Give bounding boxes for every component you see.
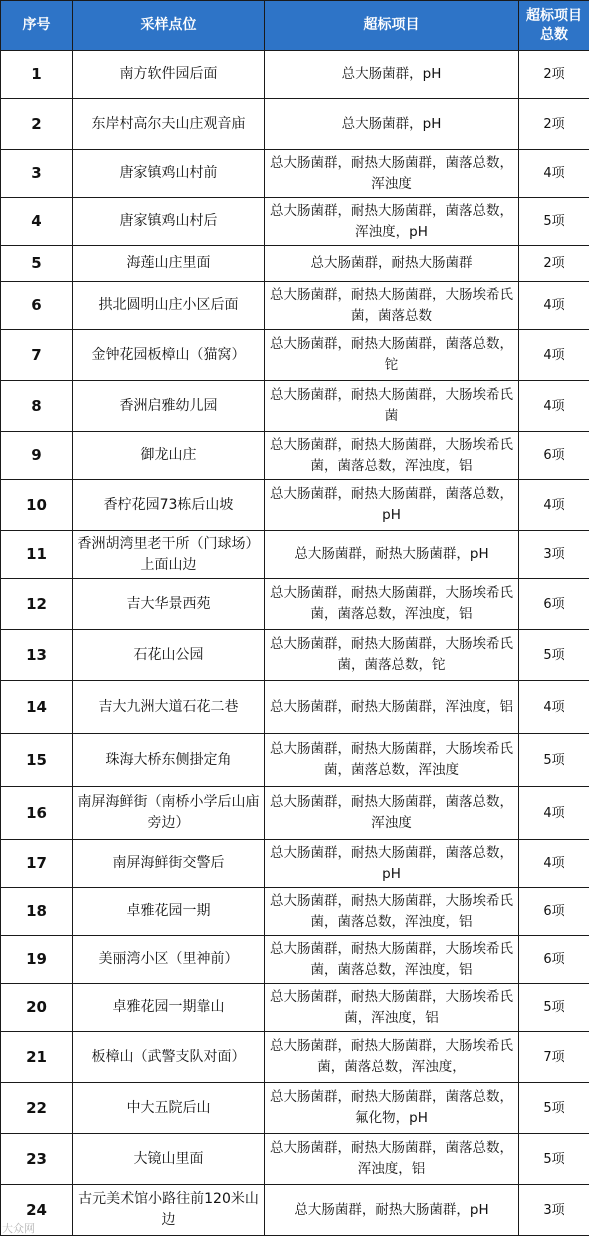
row-items: 总大肠菌群，耐热大肠菌群，大肠埃希氏菌，菌落总数，浑浊度: [265, 734, 519, 787]
row-total: 4项: [519, 150, 589, 198]
row-site: 海莲山庄里面: [73, 246, 265, 282]
row-items: 总大肠菌群，耐热大肠菌群，大肠埃希氏菌，菌落总数: [265, 282, 519, 330]
row-items: 总大肠菌群，耐热大肠菌群，浑浊度，铝: [265, 681, 519, 734]
row-site: 南屏海鲜街（南桥小学后山庙旁边）: [73, 787, 265, 840]
row-total: 5项: [519, 630, 589, 681]
row-number: 12: [1, 579, 73, 630]
row-items: 总大肠菌群，耐热大肠菌群，菌落总数，氟化物，pH: [265, 1083, 519, 1134]
table-row: [1, 246, 589, 282]
row-site: 珠海大桥东侧掛定角: [73, 734, 265, 787]
row-items: 总大肠菌群，耐热大肠菌群，大肠埃希氏菌，菌落总数，浑浊度，铝: [265, 888, 519, 936]
row-number: 19: [1, 936, 73, 984]
row-site: 香洲启雅幼儿园: [73, 381, 265, 432]
row-number: 17: [1, 840, 73, 888]
row-items: 总大肠菌群，耐热大肠菌群，菌落总数，pH: [265, 840, 519, 888]
row-items: 总大肠菌群，耐热大肠菌群，大肠埃希氏菌，菌落总数，浑浊度，: [265, 1032, 519, 1083]
row-site: 美丽湾小区（里神前）: [73, 936, 265, 984]
row-total: 4项: [519, 787, 589, 840]
row-number: 16: [1, 787, 73, 840]
row-total: 5项: [519, 734, 589, 787]
row-total: 4项: [519, 282, 589, 330]
row-number: 9: [1, 432, 73, 480]
table-row: [1, 99, 589, 150]
row-number: 13: [1, 630, 73, 681]
row-number: 1: [1, 51, 73, 99]
row-site: 中大五院后山: [73, 1083, 265, 1134]
table-row: [1, 681, 589, 734]
table-row: [1, 787, 589, 840]
table-row: [1, 480, 589, 531]
row-items: 总大肠菌群，耐热大肠菌群，菌落总数，铊: [265, 330, 519, 381]
row-site: 香洲胡湾里老干所（门球场）上面山边: [73, 531, 265, 579]
header-site: 采样点位: [73, 1, 265, 51]
row-items: 总大肠菌群，耐热大肠菌群，pH: [265, 1185, 519, 1236]
table-row: [1, 1032, 589, 1083]
row-total: 5项: [519, 1083, 589, 1134]
header-no: 序号: [1, 1, 73, 51]
table-row: [1, 936, 589, 984]
row-total: 2项: [519, 99, 589, 150]
watermark: 大众网: [2, 1222, 35, 1235]
row-total: 4项: [519, 381, 589, 432]
table-row: [1, 282, 589, 330]
row-site: 吉大九洲大道石花二巷: [73, 681, 265, 734]
table-row: [1, 51, 589, 99]
row-total: 6项: [519, 888, 589, 936]
row-items: 总大肠菌群，耐热大肠菌群，大肠埃希氏菌，菌落总数，浑浊度，铝: [265, 936, 519, 984]
row-site: 御龙山庄: [73, 432, 265, 480]
row-site: 南方软件园后面: [73, 51, 265, 99]
row-site: 东岸村高尔夫山庄观音庙: [73, 99, 265, 150]
row-number: 24: [1, 1185, 73, 1236]
row-total: 3项: [519, 1185, 589, 1236]
table-header-row: [1, 1, 589, 51]
row-total: 5项: [519, 198, 589, 246]
table-row: [1, 330, 589, 381]
row-items: 总大肠菌群，耐热大肠菌群，大肠埃希氏菌: [265, 381, 519, 432]
row-number: 2: [1, 99, 73, 150]
table-row: [1, 630, 589, 681]
row-number: 3: [1, 150, 73, 198]
table-row: [1, 840, 589, 888]
row-total: 4项: [519, 480, 589, 531]
row-total: 4项: [519, 681, 589, 734]
table-row: [1, 1185, 589, 1236]
row-site: 古元美术馆小路往前120米山边: [73, 1185, 265, 1236]
row-items: 总大肠菌群，耐热大肠菌群，大肠埃希氏菌，菌落总数，浑浊度，铝: [265, 579, 519, 630]
row-total: 7项: [519, 1032, 589, 1083]
header-total: 超标项目总数: [519, 1, 589, 51]
row-site: 卓雅花园一期靠山: [73, 984, 265, 1032]
row-site: 吉大华景西苑: [73, 579, 265, 630]
row-site: 唐家镇鸡山村后: [73, 198, 265, 246]
table-row: [1, 198, 589, 246]
row-total: 6项: [519, 936, 589, 984]
row-number: 20: [1, 984, 73, 1032]
table-row: [1, 984, 589, 1032]
header-items: 超标项目: [265, 1, 519, 51]
row-items: 总大肠菌群，耐热大肠菌群，菌落总数，浑浊度，铝: [265, 1134, 519, 1185]
table-row: [1, 1134, 589, 1185]
row-number: 21: [1, 1032, 73, 1083]
row-number: 23: [1, 1134, 73, 1185]
row-number: 8: [1, 381, 73, 432]
row-number: 7: [1, 330, 73, 381]
table-row: [1, 531, 589, 579]
row-site: 石花山公园: [73, 630, 265, 681]
row-site: 卓雅花园一期: [73, 888, 265, 936]
row-total: 2项: [519, 51, 589, 99]
row-number: 5: [1, 246, 73, 282]
row-total: 6项: [519, 432, 589, 480]
table-row: [1, 150, 589, 198]
row-total: 6项: [519, 579, 589, 630]
table-row: [1, 381, 589, 432]
row-items: 总大肠菌群，耐热大肠菌群，菌落总数，浑浊度: [265, 787, 519, 840]
row-site: 拱北圆明山庄小区后面: [73, 282, 265, 330]
table-row: [1, 579, 589, 630]
row-items: 总大肠菌群，耐热大肠菌群，菌落总数，浑浊度: [265, 150, 519, 198]
row-number: 14: [1, 681, 73, 734]
row-total: 4项: [519, 840, 589, 888]
row-items: 总大肠菌群，耐热大肠菌群，大肠埃希氏菌，浑浊度，铝: [265, 984, 519, 1032]
row-items: 总大肠菌群，耐热大肠菌群，大肠埃希氏菌，菌落总数，浑浊度，铝: [265, 432, 519, 480]
row-total: 5项: [519, 1134, 589, 1185]
row-number: 10: [1, 480, 73, 531]
row-items: 总大肠菌群，耐热大肠菌群: [265, 246, 519, 282]
table-row: [1, 1083, 589, 1134]
row-site: 唐家镇鸡山村前: [73, 150, 265, 198]
row-site: 金钟花园板樟山（猫窝）: [73, 330, 265, 381]
row-total: 2项: [519, 246, 589, 282]
row-number: 4: [1, 198, 73, 246]
table-row: [1, 888, 589, 936]
table-row: [1, 734, 589, 787]
row-number: 18: [1, 888, 73, 936]
row-site: 板樟山（武警支队对面）: [73, 1032, 265, 1083]
row-items: 总大肠菌群，耐热大肠菌群，菌落总数，pH: [265, 480, 519, 531]
row-site: 南屏海鲜街交警后: [73, 840, 265, 888]
table-row: [1, 432, 589, 480]
row-total: 3项: [519, 531, 589, 579]
row-total: 5项: [519, 984, 589, 1032]
row-site: 大镜山里面: [73, 1134, 265, 1185]
row-site: 香柠花园73栋后山坡: [73, 480, 265, 531]
row-number: 15: [1, 734, 73, 787]
row-items: 总大肠菌群，pH: [265, 51, 519, 99]
row-items: 总大肠菌群，耐热大肠菌群，大肠埃希氏菌，菌落总数，铊: [265, 630, 519, 681]
row-items: 总大肠菌群，耐热大肠菌群，菌落总数，浑浊度，pH: [265, 198, 519, 246]
row-total: 4项: [519, 330, 589, 381]
row-items: 总大肠菌群，耐热大肠菌群，pH: [265, 531, 519, 579]
row-number: 11: [1, 531, 73, 579]
row-number: 22: [1, 1083, 73, 1134]
row-items: 总大肠菌群，pH: [265, 99, 519, 150]
row-number: 6: [1, 282, 73, 330]
